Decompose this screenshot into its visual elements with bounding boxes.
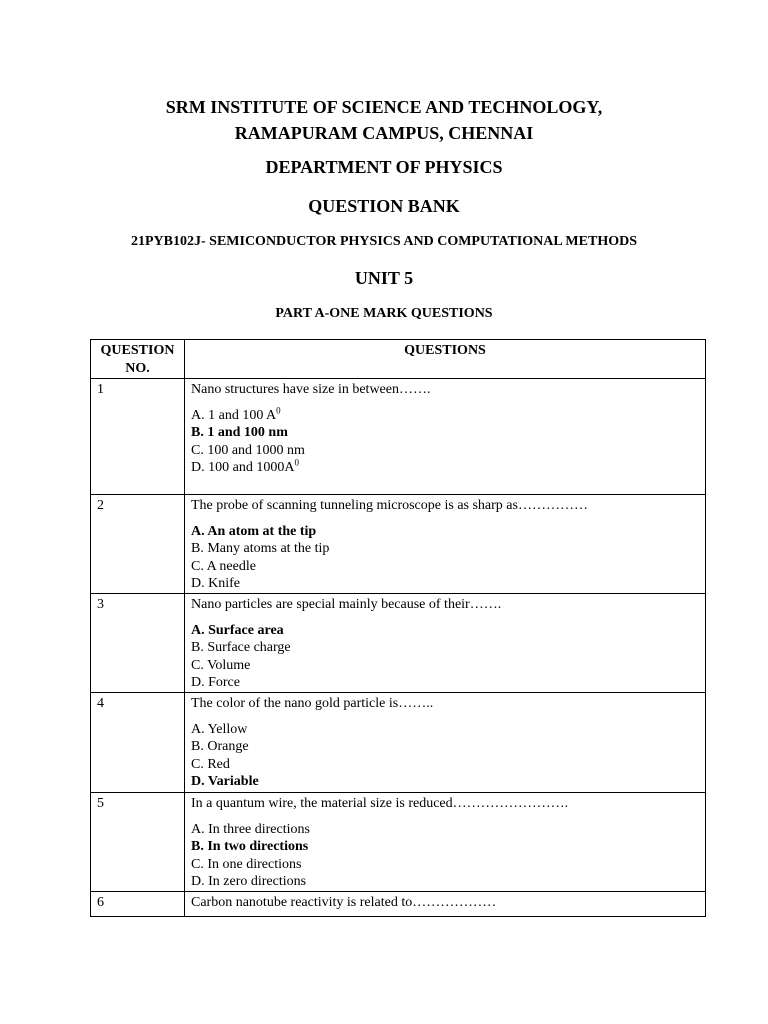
option-text: C. A needle: [191, 558, 256, 574]
question-cell: [185, 693, 706, 793]
option-text: D. Knife: [191, 576, 240, 591]
option: [191, 756, 699, 774]
question-cell: [185, 793, 706, 892]
question-number-text: 1: [97, 382, 104, 397]
institute-line-1: SRM INSTITUTE OF SCIENCE AND TECHNOLOGY,: [165, 97, 603, 117]
option: [191, 575, 699, 593]
questions-header: QUESTIONS: [185, 340, 706, 379]
table-header-row: [91, 340, 706, 379]
option-text: A. 1 and 100 A: [191, 407, 277, 423]
question-text: The color of the nano gold particle is……..: [191, 696, 434, 711]
correct-option: [191, 773, 699, 791]
correct-option: [191, 838, 699, 856]
option-text: B. Many atoms at the tip: [191, 541, 330, 556]
option-text: D. In zero directions: [191, 874, 307, 889]
correct-option: [191, 424, 699, 442]
table-row: [91, 379, 706, 495]
table-row: [91, 495, 706, 594]
table-row: [91, 892, 706, 917]
question-text: In a quantum wire, the material size is reduced…………………….: [191, 796, 569, 811]
option-list: [191, 821, 699, 891]
question-text: Nano particles are special mainly because of their…….: [191, 597, 502, 612]
option-list: [191, 523, 699, 593]
option: [191, 738, 699, 756]
doc-type-title: QUESTION BANK: [308, 196, 460, 216]
option-superscript: 0: [294, 457, 299, 468]
question-text: The probe of scanning tunneling microscope is as sharp as……………: [191, 498, 588, 513]
question-cell: [185, 379, 706, 495]
question-no-header: QUESTION NO.: [91, 340, 185, 379]
question-number-text: 4: [97, 696, 104, 711]
option-text: A. Yellow: [191, 721, 248, 737]
question-table: [90, 339, 706, 917]
question-number: [91, 495, 185, 594]
table-row: [91, 693, 706, 793]
option: [191, 442, 699, 460]
option-text: A. In three directions: [191, 821, 310, 837]
option-text: B. In two directions: [191, 839, 309, 854]
question-rows: [91, 379, 706, 917]
question-number-text: 3: [97, 597, 104, 612]
unit-title: UNIT 5: [354, 268, 414, 288]
option: [191, 721, 699, 739]
option: [191, 856, 699, 874]
question-cell: [185, 594, 706, 693]
question-number: [91, 379, 185, 495]
option-superscript: 0: [276, 404, 281, 415]
part-title: PART A-ONE MARK QUESTIONS: [275, 306, 493, 321]
institute-line-2: RAMAPURAM CAMPUS, CHENNAI: [234, 123, 534, 143]
department-title: DEPARTMENT OF PHYSICS: [265, 157, 503, 177]
institute-name: [0, 94, 768, 146]
question-cell: [185, 495, 706, 594]
table-row: [91, 793, 706, 892]
option-text: D. Force: [191, 675, 240, 690]
option-text: C. In one directions: [191, 856, 302, 872]
option: [191, 674, 699, 692]
question-text: Nano structures have size in between…….: [191, 382, 431, 397]
option: [191, 404, 699, 425]
table-row: [91, 594, 706, 693]
option: [191, 639, 699, 657]
question-text: Carbon nanotube reactivity is related to………………: [191, 895, 497, 910]
option-list: [191, 622, 699, 692]
option-text: B. Surface charge: [191, 640, 291, 655]
option: [191, 821, 699, 839]
correct-option: [191, 523, 699, 541]
option: [191, 657, 699, 675]
option-list: [191, 721, 699, 791]
question-cell: [185, 892, 706, 917]
option-text: D. Variable: [191, 774, 259, 789]
question-number: [91, 892, 185, 917]
option-list: [191, 404, 699, 477]
question-number-text: 6: [97, 895, 104, 910]
question-number-text: 5: [97, 796, 104, 811]
option-text: B. Orange: [191, 739, 249, 754]
option-text: C. Red: [191, 756, 230, 772]
option-text: C. 100 and 1000 nm: [191, 442, 305, 458]
option-text: A. An atom at the tip: [191, 523, 317, 539]
option-text: A. Surface area: [191, 622, 284, 638]
question-number: [91, 594, 185, 693]
option-text: C. Volume: [191, 657, 251, 673]
question-number: [91, 693, 185, 793]
option: [191, 540, 699, 558]
option: [191, 459, 699, 477]
option: [191, 558, 699, 576]
option-text: B. 1 and 100 nm: [191, 425, 288, 440]
option-text: D. 100 and 1000A: [191, 460, 295, 475]
course-title: 21PYB102J- SEMICONDUCTOR PHYSICS AND COMPUTATIONAL METHODS: [131, 234, 637, 249]
question-number: [91, 793, 185, 892]
question-number-text: 2: [97, 498, 104, 513]
correct-option: [191, 622, 699, 640]
option: [191, 873, 699, 891]
